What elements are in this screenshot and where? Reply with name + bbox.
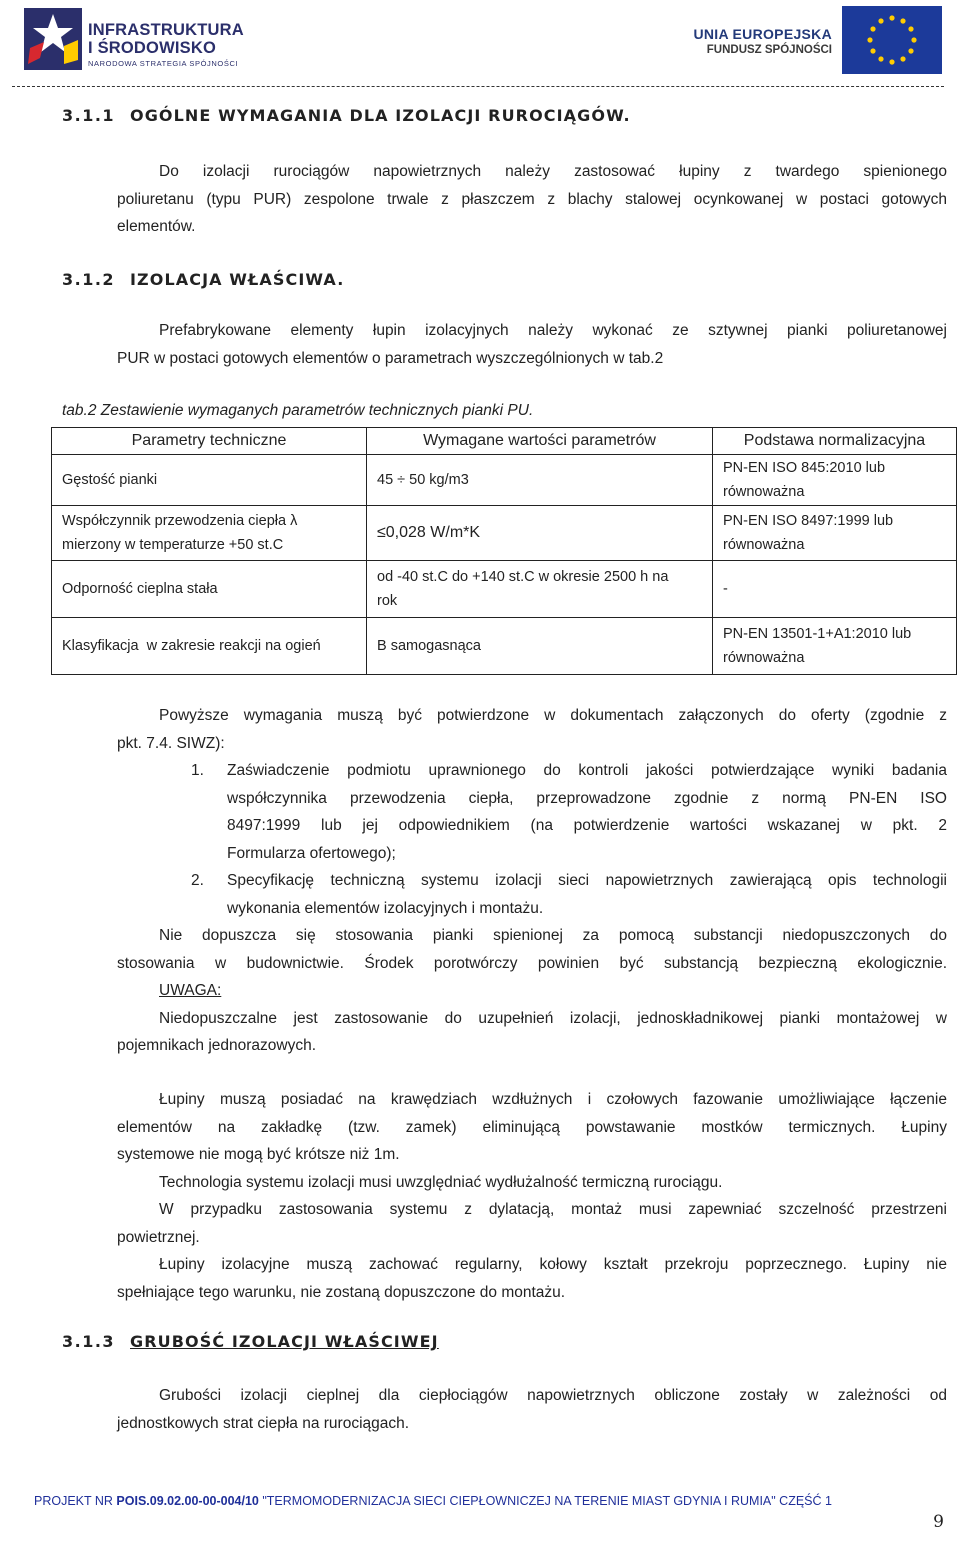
section-title: OGÓLNE WYMAGANIA DLA IZOLACJI RUROCIĄGÓW. bbox=[130, 106, 631, 125]
section-number: 3.1.2 bbox=[62, 270, 116, 289]
paragraph-thickness bbox=[117, 1382, 947, 1437]
cell-text: PN-EN ISO 845:2010 lub bbox=[723, 460, 886, 476]
text-line: elementów na zakładkę (tzw. zamek) eliminującą powstawanie mostków termicznych. Łupiny bbox=[117, 1118, 947, 1136]
cell-value bbox=[367, 455, 713, 506]
text-line: systemowe nie mogą być krótsze niż 1m. bbox=[117, 1146, 400, 1163]
logo-line-2: I ŚRODOWISKO bbox=[88, 39, 216, 57]
uwaga-label: UWAGA: bbox=[159, 982, 222, 999]
infrastruktura-logo bbox=[24, 8, 254, 72]
section-heading-3-1-3 bbox=[62, 1332, 439, 1351]
text-line: pojemnikach jednorazowych. bbox=[117, 1037, 317, 1054]
table-caption: tab.2 Zestawienie wymaganych parametrów technicznych pianki PU. bbox=[62, 402, 534, 419]
footer-prefix: PROJEKT NR bbox=[34, 1494, 117, 1508]
cell-param bbox=[52, 506, 367, 561]
cell-param bbox=[52, 561, 367, 618]
cell-norm bbox=[713, 561, 957, 618]
eu-logo bbox=[672, 6, 942, 74]
cell-text: od -40 st.C do +140 st.C w okresie 2500 h na bbox=[377, 569, 669, 585]
footer-project-number: POIS.09.02.00-00-004/10 bbox=[116, 1494, 259, 1508]
cell-text: równoważna bbox=[723, 537, 805, 553]
cell-text: rok bbox=[377, 593, 398, 609]
text-line: Technologia systemu izolacji musi uwzględniać wydłużalność termiczną rurociągu. bbox=[159, 1173, 723, 1191]
cell-text: PN-EN 13501-1+A1:2010 lub bbox=[723, 626, 912, 642]
eu-logo-line-2: FUNDUSZ SPÓJNOŚCI bbox=[706, 44, 832, 56]
table-row bbox=[52, 506, 957, 561]
text-line: Łupiny muszą posiadać na krawędziach wzdłużnych i czołowych fazowanie umożliwiające łączenie bbox=[159, 1091, 947, 1108]
paragraph-requirements bbox=[117, 702, 947, 757]
cell-text: mierzony w temperaturze +50 st.C bbox=[62, 537, 284, 553]
cell-text: Współczynnik przewodzenia ciepła λ bbox=[62, 513, 298, 529]
cell-text: ≤0,028 W/m*K bbox=[377, 524, 481, 541]
table-header-row bbox=[52, 428, 957, 455]
text-line: Prefabrykowane elementy łupin izolacyjnych należy wykonać ze sztywnej pianki poliuretanowej bbox=[159, 322, 947, 339]
text-line: wykonania elementów izolacyjnych i montażu. bbox=[227, 899, 544, 917]
text-line: Do izolacji rurociągów napowietrznych należy zastosować łupiny z twardego spienionego bbox=[159, 163, 947, 180]
text-line: PUR w postaci gotowych elementów o parametrach wyszczególnionych w tab.2 bbox=[117, 349, 664, 367]
section-title: GRUBOŚĆ IZOLACJI WŁAŚCIWEJ bbox=[130, 1332, 439, 1351]
table-row bbox=[52, 618, 957, 675]
cell-text: Odporność cieplna stała bbox=[62, 581, 218, 597]
section-number: 3.1.3 bbox=[62, 1332, 116, 1351]
cell-text: równoważna bbox=[723, 484, 805, 500]
text-line: Łupiny izolacyjne muszą zachować regularny, kołowy kształt przekroju poprzecznego. Łupiny nie bbox=[159, 1256, 947, 1273]
text-line: poliuretanu (typu PUR) zespolone trwale z płaszczem z blachy stalowej ocynkowanej w postaci gotowych bbox=[117, 190, 947, 208]
text-line: powietrznej. bbox=[117, 1228, 200, 1246]
cell-norm bbox=[713, 506, 957, 561]
cell-value bbox=[367, 506, 713, 561]
list-number: 1. bbox=[191, 762, 204, 779]
text-line: Powyższe wymagania muszą być potwierdzone w dokumentach załączonych do oferty (zgodnie z bbox=[159, 707, 947, 724]
footer-title: "TERMOMODERNIZACJA SIECI CIEPŁOWNICZEJ NA TERENIE MIAST GDYNIA I RUMIA" CZĘŚĆ 1 bbox=[258, 1494, 832, 1508]
text-line: Grubości izolacji cieplnej dla ciepłociągów napowietrznych obliczone zostały w zależności od bbox=[159, 1387, 947, 1404]
text-line: Formularza ofertowego); bbox=[227, 844, 396, 862]
text-line: Zaświadczenie podmiotu uprawnionego do kontroli jakości potwierdzające wyniki badania bbox=[227, 762, 947, 779]
column-header-norm: Podstawa normalizacyjna bbox=[713, 428, 957, 455]
page-number: 9 bbox=[933, 1512, 944, 1532]
text-line: pkt. 7.4. SIWZ): bbox=[117, 734, 225, 752]
column-header-values: Wymagane wartości parametrów bbox=[367, 428, 713, 455]
logo-line-1: INFRASTRUKTURA bbox=[88, 21, 244, 39]
cell-param bbox=[52, 618, 367, 675]
text-line: stosowania w budownictwie. Środek porotwórczy powinien być substancją bezpieczną ekologicznie. bbox=[117, 954, 947, 972]
section-number: 3.1.1 bbox=[62, 106, 116, 125]
cell-norm bbox=[713, 618, 957, 675]
cell-text: B samogasnąca bbox=[377, 638, 481, 654]
requirements-list-item-1 bbox=[191, 757, 947, 867]
text-line: elementów. bbox=[117, 218, 196, 235]
header-divider bbox=[12, 86, 944, 87]
cell-text: równoważna bbox=[723, 650, 805, 666]
text-line: jednostkowych strat ciepła na rurociągach. bbox=[117, 1414, 410, 1432]
cell-text: Gęstość pianki bbox=[62, 472, 158, 488]
eu-flag-icon bbox=[842, 6, 942, 74]
text-line: współczynnika przewodzenia ciepła, przeprowadzone zgodnie z normą PN-EN ISO bbox=[227, 789, 947, 807]
text-line: Niedopuszczalne jest zastosowanie do uzupełnień izolacji, jednoskładnikowej pianki montażowej w bbox=[159, 1009, 947, 1027]
requirements-list-item-2 bbox=[191, 867, 947, 922]
logo-line-3: NARODOWA STRATEGIA SPÓJNOŚCI bbox=[88, 59, 239, 68]
text-line: 8497:1999 lub jej odpowiednikiem (na potwierdzenie wartości wskazanej w pkt. 2 bbox=[227, 817, 947, 834]
text-line: spełniające tego warunku, nie zostaną dopuszczone do montażu. bbox=[117, 1283, 566, 1301]
cell-value bbox=[367, 618, 713, 675]
column-header-parameters: Parametry techniczne bbox=[52, 428, 367, 455]
text-line: Nie dopuszcza się stosowania pianki spienionej za pomocą substancji niedopuszczonych do bbox=[159, 927, 947, 944]
star-flag-logo-icon bbox=[24, 8, 82, 70]
text-line: W przypadku zastosowania systemu z dylatacją, montaż musi zapewniać szczelność przestrzeni bbox=[159, 1201, 947, 1218]
cell-text: - bbox=[723, 581, 728, 597]
technical-parameters-table bbox=[51, 427, 957, 675]
cell-text: PN-EN ISO 8497:1999 lub bbox=[723, 513, 894, 529]
text-line: Specyfikację techniczną systemu izolacji sieci napowietrznych zawierającą opis technologii bbox=[227, 872, 947, 889]
paragraph-foam bbox=[117, 922, 947, 1060]
table-row bbox=[52, 455, 957, 506]
cell-text: Klasyfikacja w zakresie reakcji na ogień bbox=[62, 638, 321, 654]
table-row bbox=[52, 561, 957, 618]
eu-logo-line-1: UNIA EUROPEJSKA bbox=[693, 26, 832, 42]
paragraph-shells bbox=[117, 1086, 947, 1306]
cell-text: 45 ÷ 50 kg/m3 bbox=[377, 472, 469, 488]
cell-value bbox=[367, 561, 713, 618]
cell-norm bbox=[713, 455, 957, 506]
project-footer bbox=[34, 1494, 832, 1508]
section-heading-3-1-1 bbox=[62, 106, 631, 125]
cell-param bbox=[52, 455, 367, 506]
paragraph-prefab bbox=[117, 317, 947, 372]
paragraph-intro bbox=[117, 158, 947, 241]
section-heading-3-1-2 bbox=[62, 270, 344, 289]
list-number: 2. bbox=[191, 872, 204, 889]
section-title: IZOLACJA WŁAŚCIWA. bbox=[130, 270, 345, 289]
